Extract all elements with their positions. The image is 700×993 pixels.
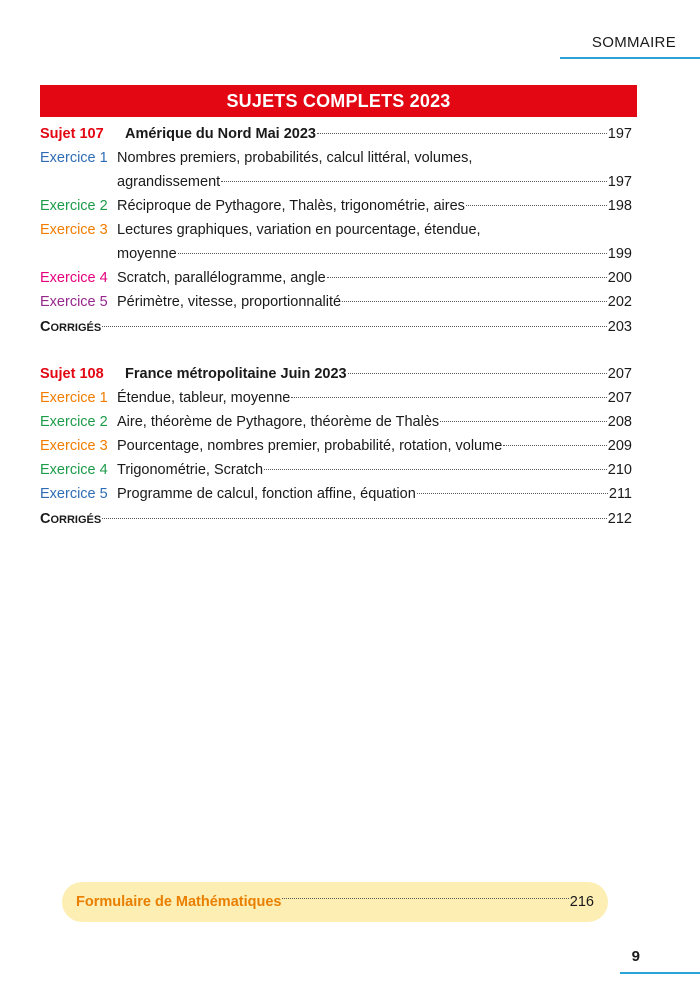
sujet-title: France métropolitaine Juin 2023 (125, 366, 347, 382)
page-number: 198 (607, 198, 632, 214)
page-number: 200 (607, 270, 632, 286)
exercice-title: Scratch, parallélogramme, angle (117, 270, 326, 286)
toc-formulaire[interactable] (62, 882, 608, 922)
exercice-label: Exercice 4 (40, 270, 108, 286)
page-number: 209 (607, 438, 632, 454)
page-number: 210 (607, 462, 632, 478)
dot-leader (221, 180, 607, 182)
dot-leader (417, 492, 608, 494)
exercice-title: Périmètre, vitesse, proportionnalité (117, 294, 342, 310)
page-number: 197 (607, 126, 632, 142)
exercice-label: Exercice 1 (40, 150, 108, 166)
page-number: 211 (608, 486, 632, 502)
dot-leader (102, 325, 607, 327)
toc-exercice-2[interactable] (40, 410, 632, 434)
toc-corriges[interactable] (40, 314, 632, 338)
header-rule (560, 57, 700, 59)
exercice-title: Lectures graphiques, variation en pourcentage, étendue, (117, 222, 481, 238)
toc-exercice-1-cont[interactable] (40, 170, 632, 194)
section-banner: SUJETS COMPLETS 2023 (40, 85, 637, 117)
dot-leader (503, 444, 607, 446)
toc-exercice-2[interactable] (40, 194, 632, 218)
exercice-title-cont: moyenne (117, 246, 177, 262)
dot-leader (317, 132, 607, 134)
exercice-title: Programme de calcul, fonction affine, équation (117, 486, 416, 502)
exercice-label: Exercice 5 (40, 486, 108, 502)
exercice-label: Exercice 2 (40, 414, 108, 430)
toc-sujet-107[interactable] (40, 122, 632, 146)
exercice-title-cont: agrandissement (117, 174, 221, 190)
page-number: 197 (607, 174, 632, 190)
page-number: 212 (607, 511, 632, 527)
exercice-label: Exercice 4 (40, 462, 108, 478)
page-number: 208 (607, 414, 632, 430)
exercice-label: Exercice 2 (40, 198, 108, 214)
footer-rule (620, 972, 700, 974)
sujet-title: Amérique du Nord Mai 2023 (125, 126, 316, 142)
formulaire-title: Formulaire de Mathématiques (76, 894, 282, 910)
page-number: 216 (569, 894, 594, 910)
toc-exercice-1[interactable] (40, 386, 632, 410)
corriges-label: CORRIGÉS (40, 511, 102, 527)
toc-exercice-3-cont[interactable] (40, 242, 632, 266)
exercice-label: Exercice 5 (40, 294, 108, 310)
exercice-label: Exercice 1 (40, 390, 108, 406)
page-number: 207 (607, 366, 632, 382)
running-header-title: SOMMAIRE (591, 34, 676, 51)
dot-leader (282, 897, 568, 899)
toc-corriges[interactable] (40, 506, 632, 530)
dot-leader (466, 204, 607, 206)
exercice-title: Trigonométrie, Scratch (117, 462, 264, 478)
folio-page-number: 9 (631, 948, 640, 965)
toc-sujet-108[interactable] (40, 362, 632, 386)
page-number: 199 (607, 246, 632, 262)
sujet-label: Sujet 108 (40, 366, 104, 382)
dot-leader (102, 517, 607, 519)
exercice-label: Exercice 3 (40, 222, 108, 238)
toc-exercice-5[interactable] (40, 290, 632, 314)
dot-leader (178, 252, 607, 254)
dot-leader (348, 372, 607, 374)
table-of-contents (40, 122, 632, 530)
dot-leader (440, 420, 607, 422)
sujet-label: Sujet 107 (40, 126, 104, 142)
dot-leader (342, 300, 607, 302)
exercice-title: Aire, théorème de Pythagore, théorème de Thalès (117, 414, 440, 430)
page-number: 203 (607, 319, 632, 335)
exercice-title: Réciproque de Pythagore, Thalès, trigonométrie, aires (117, 198, 465, 214)
corriges-label: CORRIGÉS (40, 319, 102, 335)
dot-leader (291, 396, 606, 398)
toc-exercice-5[interactable] (40, 482, 632, 506)
exercice-title: Nombres premiers, probabilités, calcul littéral, volumes, (117, 150, 473, 166)
dot-leader (327, 276, 607, 278)
exercice-title: Étendue, tableur, moyenne (117, 390, 291, 406)
toc-exercice-3[interactable] (40, 218, 632, 242)
page-number: 207 (607, 390, 632, 406)
toc-exercice-3[interactable] (40, 434, 632, 458)
dot-leader (264, 468, 607, 470)
toc-exercice-4[interactable] (40, 266, 632, 290)
toc-exercice-4[interactable] (40, 458, 632, 482)
toc-exercice-1[interactable] (40, 146, 632, 170)
exercice-label: Exercice 3 (40, 438, 108, 454)
exercice-title: Pourcentage, nombres premier, probabilité, rotation, volume (117, 438, 503, 454)
page-number: 202 (607, 294, 632, 310)
